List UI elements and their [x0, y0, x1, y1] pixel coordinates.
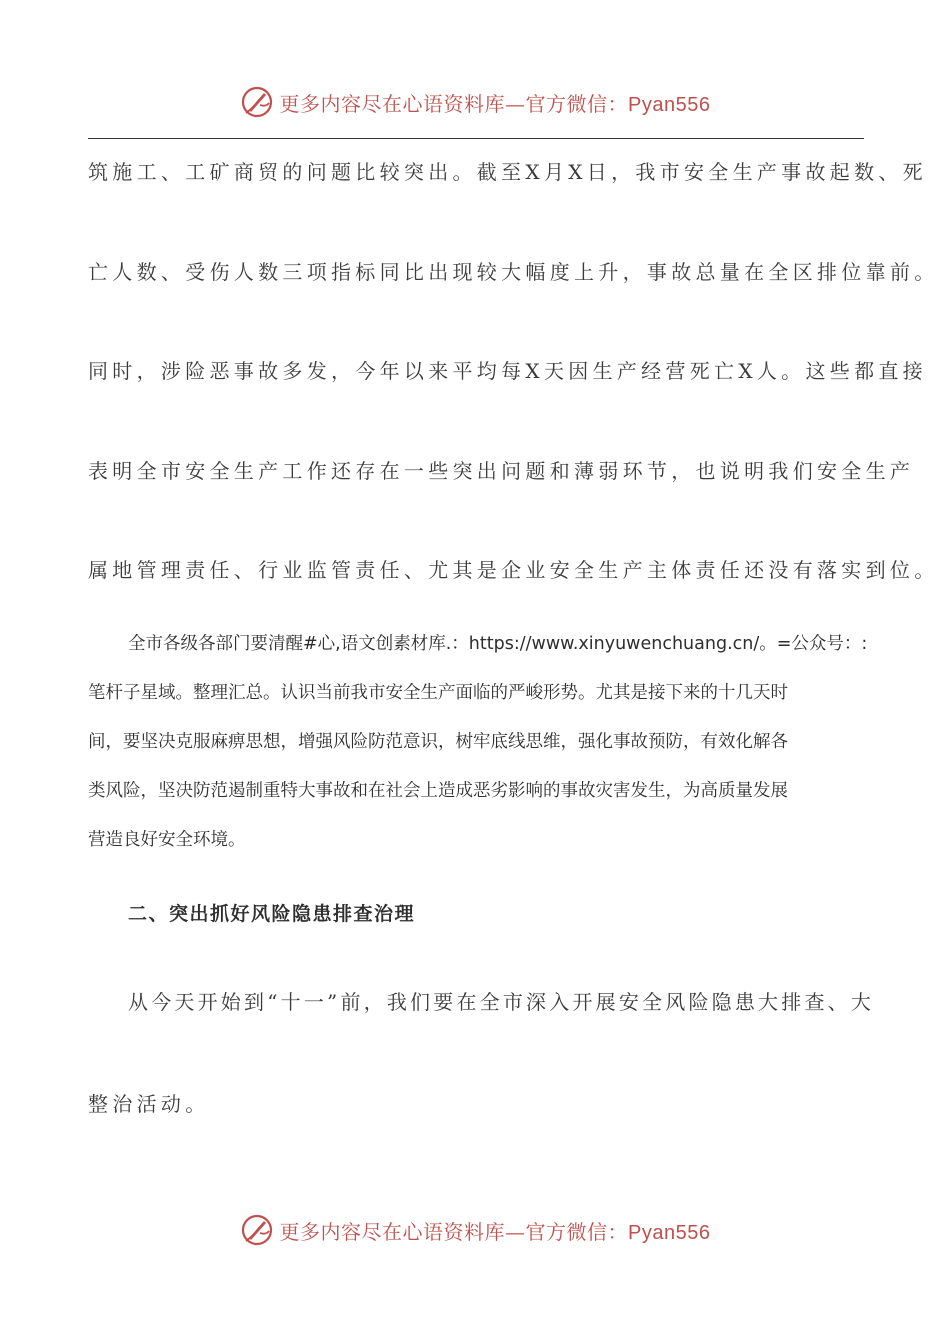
quill-pen-icon [240, 1213, 274, 1247]
header-banner [0, 82, 950, 122]
dense-line-1: 全市各级各部门要清醒#心,语文创素材库.：https://www.xinyuwenchuang.cn/。=公众号：: [128, 634, 868, 654]
footer-banner [0, 1210, 950, 1250]
body-line-2: 亡人数、受伤人数三项指标同比出现较大幅度上升，事故总量在全区排位靠前。 [88, 260, 939, 284]
body-line-5: 属地管理责任、行业监管责任、尤其是企业安全生产主体责任还没有落实到位。 [88, 558, 939, 582]
footer-wechat-id: Pyan556 [628, 1221, 711, 1244]
dense-line-5: 营造良好安全环境。 [88, 830, 246, 850]
body-line-3: 同时，涉险恶事故多发，今年以来平均每X天因生产经营死亡X人。这些都直接 [88, 359, 927, 383]
header-wechat-id: Pyan556 [628, 93, 711, 116]
dense-line-2: 笔杆子星域。整理汇总。认识当前我市安全生产面临的严峻形势。尤其是接下来的十几天时 [88, 683, 788, 703]
quill-pen-icon [240, 85, 274, 119]
dense-line-3: 间，要坚决克服麻痹思想，增强风险防范意识，树牢底线思维，强化事故预防，有效化解各 [88, 732, 788, 752]
dense-line-4: 类风险，坚决防范遏制重特大事故和在社会上造成恶劣影响的事故灾害发生，为高质量发展 [88, 781, 788, 801]
closing-line-1: 从今天开始到“十一”前，我们要在全市深入开展安全风险隐患大排查、大 [128, 990, 875, 1014]
body-line-4: 表明全市安全生产工作还存在一些突出问题和薄弱环节，也说明我们安全生产 [88, 459, 915, 483]
header-divider [88, 138, 864, 139]
footer-banner-text: 更多内容尽在心语资料库—官方微信：Pyan556 [279, 1219, 711, 1244]
section-heading: 二、突出抓好风险隐患排查治理 [128, 903, 416, 925]
body-line-1: 筑施工、工矿商贸的问题比较突出。截至X月X日，我市安全生产事故起数、死 [88, 160, 927, 184]
closing-line-2: 整治活动。 [88, 1092, 210, 1116]
header-banner-text: 更多内容尽在心语资料库—官方微信：Pyan556 [279, 91, 711, 116]
